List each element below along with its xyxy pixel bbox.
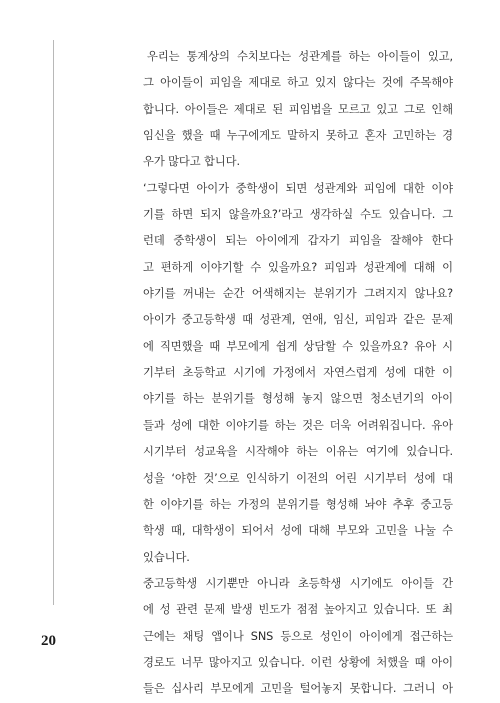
text-line: 고 편하게 이야기할 수 있을까요? 피임과 성관계에 대해 이 (143, 260, 453, 274)
paragraph-3 (143, 571, 453, 703)
text-line: 런데 중학생이 되는 아이에게 갑자기 피임을 잘해야 한다 (143, 234, 453, 248)
text-line: 들은 십사리 부모에게 고민을 털어놓지 못합니다. 그러니 아 (143, 682, 453, 696)
text-line: 시기부터 성교육을 시작해야 하는 이유는 여기에 있습니다. (143, 445, 453, 459)
text-line: 우가 많다고 합니다. (143, 155, 240, 169)
text-line: 그 아이들이 피임을 제대로 하고 있지 않다는 것에 주목해야 (143, 76, 453, 90)
text-line: 근에는 채팅 앱이나 SNS 등으로 성인이 아이에게 접근하는 (143, 629, 453, 643)
text-line: 중고등학생 시기뿐만 아니라 초등학생 시기에도 아이들 간 (143, 576, 453, 590)
text-line: 있습니다. (143, 550, 190, 564)
paragraph-2 (143, 176, 453, 571)
text-line: 야기를 꺼내는 순간 어색해지는 분위기가 그려지지 않나요? (143, 287, 453, 301)
text-line: 임신을 했을 때 누구에게도 말하지 못하고 혼자 고민하는 경 (143, 129, 453, 143)
body-text (143, 44, 453, 703)
text-line: 경로도 너무 많아지고 있습니다. 이런 상황에 처했을 때 아이 (143, 655, 453, 669)
text-line: 우리는 통계상의 수치보다는 성관계를 하는 아이들이 있고, (147, 50, 453, 63)
page-number: 20 (41, 633, 56, 649)
text-line: ‘그렇다면 아이가 중학생이 되면 성관계와 피임에 대한 이야 (143, 181, 453, 195)
paragraph-1 (143, 44, 453, 176)
text-line: 아이가 중고등학생 때 성관계, 연애, 임신, 피임과 같은 문제 (143, 313, 453, 327)
text-line: 에 직면했을 때 부모에게 쉽게 상담할 수 있을까요? 유아 시 (143, 339, 453, 353)
text-line: 기부터 초등학교 시기에 가정에서 자연스럽게 성에 대한 이 (143, 366, 453, 380)
text-line: 한 이야기를 하는 가정의 분위기를 형성해 놔야 추후 중고등 (143, 497, 453, 511)
margin-rule (53, 40, 54, 605)
text-line: 기를 하면 되지 않을까요?’라고 생각하실 수도 있습니다. 그 (143, 208, 453, 222)
text-line: 성을 ‘야한 것’으로 인식하기 이전의 어린 시기부터 성에 대 (143, 471, 453, 485)
text-line: 야기를 하는 분위기를 형성해 놓지 않으면 청소년기의 아이 (143, 392, 453, 406)
text-line: 합니다. 아이들은 제대로 된 피임법을 모르고 있고 그로 인해 (143, 102, 453, 116)
text-line: 에 성 관련 문제 발생 빈도가 점점 높아지고 있습니다. 또 최 (143, 603, 453, 617)
text-line: 들과 성에 대한 이야기를 하는 것은 더욱 어려워집니다. 유아 (143, 418, 453, 432)
text-line: 학생 때, 대학생이 되어서 성에 대해 부모와 고민을 나눌 수 (143, 524, 453, 538)
